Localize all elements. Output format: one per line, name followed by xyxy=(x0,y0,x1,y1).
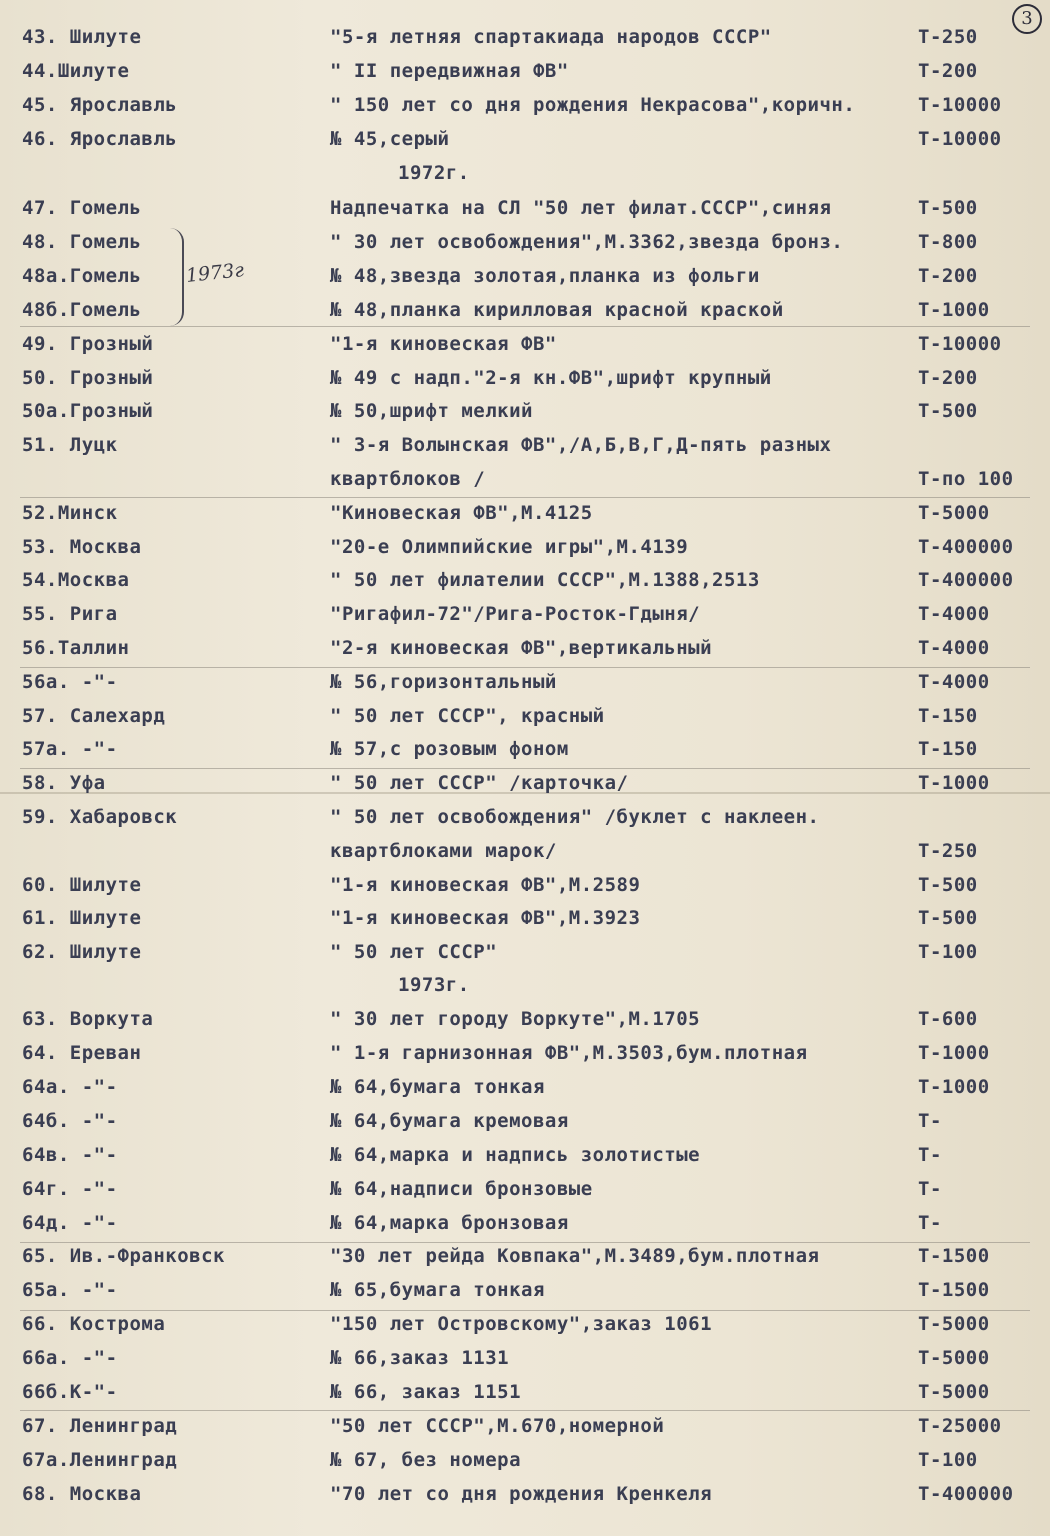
entry-number-city: 66. Кострома xyxy=(22,1313,166,1335)
entry-circulation: Т-4000 xyxy=(918,671,990,693)
entry-description: " 3-я Волынская ФВ",/А,Б,В,Г,Д-пять разных xyxy=(330,434,832,456)
entry-description: № 64,марка и надпись золотистые xyxy=(330,1144,701,1166)
entry-number-city: 56.Таллин xyxy=(22,637,130,659)
entry-description: "1-я киновеская ФВ" xyxy=(330,333,557,355)
entry-description: " 50 лет СССР" /карточка/ xyxy=(330,772,629,794)
entry-row xyxy=(0,1004,1050,1036)
entry-description: № 45,серый xyxy=(330,128,450,150)
entry-description: № 64,бумага кремовая xyxy=(330,1110,569,1132)
entry-circulation: Т-500 xyxy=(918,197,978,219)
entry-description: "70 лет со дня рождения Кренкеля xyxy=(330,1483,713,1505)
entry-description: " 30 лет освобождения",М.3362,звезда бронз. xyxy=(330,231,844,253)
entry-circulation: Т-200 xyxy=(918,367,978,389)
entry-circulation: Т-500 xyxy=(918,907,978,929)
entry-number-city: 45. Ярославль xyxy=(22,94,178,116)
entry-description: "30 лет рейда Ковпака",М.3489,бум.плотная xyxy=(330,1245,820,1267)
entry-description: "20-е Олимпийские игры",М.4139 xyxy=(330,536,689,558)
entry-number-city: 57. Салехард xyxy=(22,705,166,727)
entry-number-city: 64б. -"- xyxy=(22,1110,118,1132)
entry-description: " 50 лет СССР", красный xyxy=(330,705,605,727)
entry-row xyxy=(0,701,1050,733)
entry-circulation: Т-150 xyxy=(918,738,978,760)
entry-circulation: Т- xyxy=(918,1144,942,1166)
entry-description: "150 лет Островскому",заказ 1061 xyxy=(330,1313,713,1335)
entry-number-city: 48б.Гомель xyxy=(22,299,142,321)
entry-description: № 65,бумага тонкая xyxy=(330,1279,545,1301)
entry-number-city: 47. Гомель xyxy=(22,197,142,219)
entry-circulation: Т-1000 xyxy=(918,299,990,321)
entry-number-city: 48. Гомель xyxy=(22,231,142,253)
entry-row xyxy=(0,227,1050,259)
entry-number-city: 62. Шилуте xyxy=(22,941,142,963)
entry-circulation: Т-100 xyxy=(918,941,978,963)
entry-row xyxy=(0,1072,1050,1104)
entry-number-city: 53. Москва xyxy=(22,536,142,558)
entry-circulation: Т-10000 xyxy=(918,94,1002,116)
entry-number-city: 64. Ереван xyxy=(22,1042,142,1064)
entry-row xyxy=(0,667,1050,699)
entry-circulation: Т-800 xyxy=(918,231,978,253)
entry-description: " II передвижная ФВ" xyxy=(330,60,569,82)
entry-description: № 64,надписи бронзовые xyxy=(330,1178,593,1200)
entry-number-city: 50а.Грозный xyxy=(22,400,154,422)
entry-row xyxy=(0,90,1050,122)
entry-row xyxy=(0,124,1050,156)
entry-number-city: 68. Москва xyxy=(22,1483,142,1505)
entry-number-city: 61. Шилуте xyxy=(22,907,142,929)
entry-number-city: 63. Воркута xyxy=(22,1008,154,1030)
entry-number-city: 57а. -"- xyxy=(22,738,118,760)
entry-circulation: Т-400000 xyxy=(918,569,1014,591)
entry-number-city: 66а. -"- xyxy=(22,1347,118,1369)
entry-row xyxy=(0,937,1050,969)
entry-row xyxy=(0,1445,1050,1477)
entry-number-city: 64в. -"- xyxy=(22,1144,118,1166)
entry-circulation: Т-1500 xyxy=(918,1245,990,1267)
entry-number-city: 67. Ленинград xyxy=(22,1415,178,1437)
entry-circulation: Т-250 xyxy=(918,840,978,862)
entry-description: " 50 лет филателии СССР",М.1388,2513 xyxy=(330,569,760,591)
entry-circulation: Т-500 xyxy=(918,874,978,896)
entry-row xyxy=(0,329,1050,361)
entry-number-city: 51. Луцк xyxy=(22,434,118,456)
entry-circulation: Т-1500 xyxy=(918,1279,990,1301)
entry-description: № 66,заказ 1131 xyxy=(330,1347,510,1369)
entry-row xyxy=(0,1309,1050,1341)
page-number: 3 xyxy=(1012,4,1042,34)
entry-row xyxy=(0,498,1050,530)
entry-row xyxy=(0,768,1050,800)
entry-circulation: Т-1000 xyxy=(918,772,990,794)
entry-number-city: 56а. -"- xyxy=(22,671,118,693)
entry-description: № 56,горизонтальный xyxy=(330,671,557,693)
entry-row xyxy=(0,22,1050,54)
entry-number-city: 50. Грозный xyxy=(22,367,154,389)
entry-row xyxy=(0,1106,1050,1138)
entry-row xyxy=(0,1038,1050,1070)
entry-circulation: Т-4000 xyxy=(918,637,990,659)
entry-circulation: Т-5000 xyxy=(918,1381,990,1403)
entry-row xyxy=(0,295,1050,327)
entry-description: № 48,звезда золотая,планка из фольги xyxy=(330,265,760,287)
entry-circulation: Т-25000 xyxy=(918,1415,1002,1437)
entry-row xyxy=(0,734,1050,766)
entry-row xyxy=(0,1275,1050,1307)
entry-number-city: 44.Шилуте xyxy=(22,60,130,82)
year-label: 1972г. xyxy=(398,162,470,184)
entry-number-city: 60. Шилуте xyxy=(22,874,142,896)
entry-row xyxy=(0,396,1050,428)
entry-row xyxy=(0,464,1050,496)
entry-row xyxy=(0,56,1050,88)
entry-circulation: Т-600 xyxy=(918,1008,978,1030)
handwritten-note: 1973г xyxy=(185,259,245,287)
entry-description: " 30 лет городу Воркуте",М.1705 xyxy=(330,1008,701,1030)
entry-row xyxy=(0,363,1050,395)
entry-number-city: 43. Шилуте xyxy=(22,26,142,48)
entry-row xyxy=(0,1343,1050,1375)
entry-description: " 50 лет СССР" xyxy=(330,941,498,963)
entry-number-city: 64г. -"- xyxy=(22,1178,118,1200)
entry-number-city: 64а. -"- xyxy=(22,1076,118,1098)
entry-number-city: 48а.Гомель xyxy=(22,265,142,287)
entry-number-city: 59. Хабаровск xyxy=(22,806,178,828)
entry-circulation: Т-150 xyxy=(918,705,978,727)
entry-row xyxy=(0,430,1050,462)
year-header xyxy=(0,158,1050,190)
entry-circulation: Т-200 xyxy=(918,265,978,287)
entry-number-city: 66б.К-"- xyxy=(22,1381,118,1403)
entry-circulation: Т-5000 xyxy=(918,1347,990,1369)
entry-circulation: Т-500 xyxy=(918,400,978,422)
entry-circulation: Т- xyxy=(918,1178,942,1200)
entry-description: "50 лет СССР",М.670,номерной xyxy=(330,1415,665,1437)
entry-number-city: 46. Ярославль xyxy=(22,128,178,150)
year-header xyxy=(0,970,1050,1002)
brace-mark xyxy=(168,228,184,326)
entry-circulation: Т-100 xyxy=(918,1449,978,1471)
entry-description: Надпечатка на СЛ "50 лет филат.СССР",синяя xyxy=(330,197,832,219)
entry-row xyxy=(0,599,1050,631)
entry-description: " 150 лет со дня рождения Некрасова",коричн. xyxy=(330,94,856,116)
entry-circulation: Т-по 100 xyxy=(918,468,1014,490)
entry-circulation: Т-5000 xyxy=(918,502,990,524)
entry-row xyxy=(0,261,1050,293)
entry-circulation: Т-10000 xyxy=(918,333,1002,355)
entry-number-city: 64д. -"- xyxy=(22,1212,118,1234)
entry-row xyxy=(0,1479,1050,1511)
entry-description: "1-я киновеская ФВ",М.2589 xyxy=(330,874,641,896)
entry-description: "5-я летняя спартакиада народов СССР" xyxy=(330,26,772,48)
entry-row xyxy=(0,1377,1050,1409)
entry-row xyxy=(0,1241,1050,1273)
entry-description: квартблоков / xyxy=(330,468,486,490)
entry-number-city: 55. Рига xyxy=(22,603,118,625)
entry-description: № 66, заказ 1151 xyxy=(330,1381,522,1403)
entry-description: квартблоками марок/ xyxy=(330,840,557,862)
entry-number-city: 58. Уфа xyxy=(22,772,106,794)
entry-row xyxy=(0,193,1050,225)
entry-number-city: 52.Минск xyxy=(22,502,118,524)
entry-row xyxy=(0,532,1050,564)
entry-row xyxy=(0,903,1050,935)
entry-number-city: 49. Грозный xyxy=(22,333,154,355)
entry-circulation: Т-1000 xyxy=(918,1042,990,1064)
entry-description: № 50,шрифт мелкий xyxy=(330,400,533,422)
entry-row xyxy=(0,836,1050,868)
entry-description: № 64,бумага тонкая xyxy=(330,1076,545,1098)
entry-number-city: 65а. -"- xyxy=(22,1279,118,1301)
entry-circulation: Т-400000 xyxy=(918,536,1014,558)
entry-description: № 67, без номера xyxy=(330,1449,522,1471)
entry-circulation: Т- xyxy=(918,1212,942,1234)
entry-description: "Ригафил-72"/Рига-Росток-Гдыня/ xyxy=(330,603,701,625)
entry-circulation: Т-250 xyxy=(918,26,978,48)
entry-description: "Киновеская ФВ",М.4125 xyxy=(330,502,593,524)
entry-number-city: 54.Москва xyxy=(22,569,130,591)
entry-description: № 57,с розовым фоном xyxy=(330,738,569,760)
entry-description: "1-я киновеская ФВ",М.3923 xyxy=(330,907,641,929)
entry-row xyxy=(0,1174,1050,1206)
entry-description: № 48,планка кирилловая красной краской xyxy=(330,299,784,321)
entry-row xyxy=(0,633,1050,665)
entry-description: "2-я киновеская ФВ",вертикальный xyxy=(330,637,713,659)
entry-circulation: Т-400000 xyxy=(918,1483,1014,1505)
entry-row xyxy=(0,565,1050,597)
entry-circulation: Т-4000 xyxy=(918,603,990,625)
entry-circulation: Т-1000 xyxy=(918,1076,990,1098)
year-label: 1973г. xyxy=(398,974,470,996)
entry-number-city: 65. Ив.-Франковск xyxy=(22,1245,225,1267)
entry-description: № 49 с надп."2-я кн.ФВ",шрифт крупный xyxy=(330,367,772,389)
entry-number-city: 67а.Ленинград xyxy=(22,1449,178,1471)
entry-circulation: Т-200 xyxy=(918,60,978,82)
entry-circulation: Т-10000 xyxy=(918,128,1002,150)
entry-circulation: Т-5000 xyxy=(918,1313,990,1335)
entry-row xyxy=(0,1411,1050,1443)
entry-row xyxy=(0,870,1050,902)
entry-description: " 50 лет освобождения" /буклет с наклеен. xyxy=(330,806,820,828)
entry-row xyxy=(0,802,1050,834)
entry-description: " 1-я гарнизонная ФВ",М.3503,бум.плотная xyxy=(330,1042,808,1064)
entry-row xyxy=(0,1208,1050,1240)
entry-circulation: Т- xyxy=(918,1110,942,1132)
entry-description: № 64,марка бронзовая xyxy=(330,1212,569,1234)
entry-row xyxy=(0,1140,1050,1172)
